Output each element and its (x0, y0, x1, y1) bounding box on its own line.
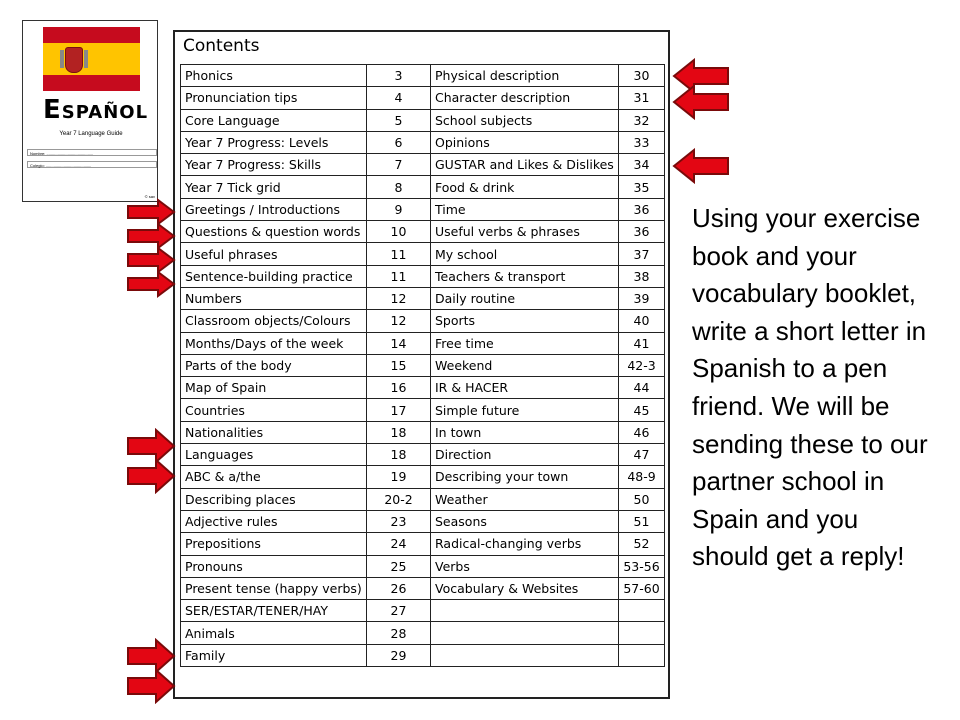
table-row (181, 466, 665, 488)
topic-cell: Verbs (431, 555, 619, 577)
page-cell: 20-2 (367, 488, 431, 510)
contents-page (173, 30, 670, 699)
table-row (181, 577, 665, 599)
page-cell: 34 (619, 154, 665, 176)
topic-cell: GUSTAR and Likes & Dislikes (431, 154, 619, 176)
topic-cell: Daily routine (431, 287, 619, 309)
topic-cell: Physical description (431, 65, 619, 87)
page-cell: 15 (367, 354, 431, 376)
table-row (181, 354, 665, 376)
page-cell: 11 (367, 265, 431, 287)
topic-cell: Prepositions (181, 533, 367, 555)
topic-cell: Character description (431, 87, 619, 109)
table-row (181, 444, 665, 466)
table-row (181, 488, 665, 510)
page-cell: 40 (619, 310, 665, 332)
table-row (181, 65, 665, 87)
page-cell: 57-60 (619, 577, 665, 599)
table-row (181, 221, 665, 243)
topic-cell: Questions & question words (181, 221, 367, 243)
page-cell: 45 (619, 399, 665, 421)
topic-cell: My school (431, 243, 619, 265)
arrow-right-icon (126, 270, 178, 298)
topic-cell: Teachers & transport (431, 265, 619, 287)
table-row (181, 510, 665, 532)
topic-cell: Countries (181, 399, 367, 421)
topic-cell: Food & drink (431, 176, 619, 198)
arrow-left-icon (672, 84, 732, 124)
table-row (181, 533, 665, 555)
page-cell: 23 (367, 510, 431, 532)
topic-cell (431, 600, 619, 622)
page-cell: 17 (367, 399, 431, 421)
page-cell: 41 (619, 332, 665, 354)
table-row (181, 154, 665, 176)
page-cell: 32 (619, 109, 665, 131)
page-cell: 39 (619, 287, 665, 309)
table-row (181, 600, 665, 622)
topic-cell: Seasons (431, 510, 619, 532)
topic-cell: Useful verbs & phrases (431, 221, 619, 243)
topic-cell: Direction (431, 444, 619, 466)
table-row (181, 332, 665, 354)
table-row (181, 265, 665, 287)
page-cell: 11 (367, 243, 431, 265)
page-cell: 31 (619, 87, 665, 109)
page-cell: 36 (619, 221, 665, 243)
page-cell: 8 (367, 176, 431, 198)
table-row (181, 377, 665, 399)
page-cell: 18 (367, 421, 431, 443)
page-cell: 37 (619, 243, 665, 265)
page-cell: 28 (367, 622, 431, 644)
page-cell: 52 (619, 533, 665, 555)
arrow-right-icon (126, 458, 178, 494)
topic-cell: Animals (181, 622, 367, 644)
topic-cell: Free time (431, 332, 619, 354)
page-cell: 36 (619, 198, 665, 220)
table-row (181, 644, 665, 666)
table-row (181, 131, 665, 153)
page-cell: 18 (367, 444, 431, 466)
topic-cell: Describing places (181, 488, 367, 510)
topic-cell: Time (431, 198, 619, 220)
page-cell: 53-56 (619, 555, 665, 577)
arrow-right-icon (126, 668, 178, 704)
table-row (181, 87, 665, 109)
page-cell: 51 (619, 510, 665, 532)
topic-cell: Year 7 Progress: Skills (181, 154, 367, 176)
page-cell: 19 (367, 466, 431, 488)
topic-cell: Simple future (431, 399, 619, 421)
table-row (181, 176, 665, 198)
page-cell: 30 (619, 65, 665, 87)
page-cell: 26 (367, 577, 431, 599)
page-cell: 50 (619, 488, 665, 510)
coat-of-arms-icon (65, 47, 83, 73)
topic-cell: In town (431, 421, 619, 443)
topic-cell: IR & HACER (431, 377, 619, 399)
page-cell: 10 (367, 221, 431, 243)
table-row (181, 399, 665, 421)
table-row (181, 555, 665, 577)
topic-cell: Weekend (431, 354, 619, 376)
instruction-text: Using your exercise book and your vocabulary booklet, write a short letter in Spanish to a pen friend. We will be sending these to our partner school in Spain and you should get a reply! (692, 203, 928, 572)
topic-cell: Numbers (181, 287, 367, 309)
page-cell: 5 (367, 109, 431, 131)
page-cell: 6 (367, 131, 431, 153)
topic-cell: Adjective rules (181, 510, 367, 532)
spain-flag-icon (43, 27, 140, 91)
contents-title: Contents (183, 36, 260, 56)
table-row (181, 622, 665, 644)
page-cell: 4 (367, 87, 431, 109)
topic-cell: Vocabulary & Websites (431, 577, 619, 599)
booklet-cover (22, 20, 158, 202)
page-cell: 27 (367, 600, 431, 622)
topic-cell: Year 7 Tick grid (181, 176, 367, 198)
page-cell: 12 (367, 310, 431, 332)
topic-cell: Sentence-building practice (181, 265, 367, 287)
topic-cell: ABC & a/the (181, 466, 367, 488)
topic-cell: School subjects (431, 109, 619, 131)
table-row (181, 421, 665, 443)
topic-cell: Nationalities (181, 421, 367, 443)
page-cell: 24 (367, 533, 431, 555)
page-cell: 33 (619, 131, 665, 153)
page-cell: 48-9 (619, 466, 665, 488)
table-row (181, 109, 665, 131)
topic-cell: Sports (431, 310, 619, 332)
topic-cell: Radical-changing verbs (431, 533, 619, 555)
topic-cell (431, 622, 619, 644)
table-row (181, 243, 665, 265)
table-row (181, 310, 665, 332)
school-field: Colegio: ......................................... (27, 161, 157, 168)
page-cell: 3 (367, 65, 431, 87)
table-row (181, 287, 665, 309)
page-cell: 42-3 (619, 354, 665, 376)
topic-cell: Classroom objects/Colours (181, 310, 367, 332)
topic-cell: Family (181, 644, 367, 666)
page-cell: 46 (619, 421, 665, 443)
contents-table (180, 64, 665, 667)
page-cell: 7 (367, 154, 431, 176)
page-cell: 25 (367, 555, 431, 577)
page-cell: 12 (367, 287, 431, 309)
page-cell (619, 622, 665, 644)
topic-cell: Phonics (181, 65, 367, 87)
page-cell: 9 (367, 198, 431, 220)
topic-cell: Languages (181, 444, 367, 466)
topic-cell: Greetings / Introductions (181, 198, 367, 220)
topic-cell: Useful phrases (181, 243, 367, 265)
topic-cell: Core Language (181, 109, 367, 131)
topic-cell: Year 7 Progress: Levels (181, 131, 367, 153)
topic-cell: Parts of the body (181, 354, 367, 376)
name-field: Nombre: .......................................... (27, 149, 157, 156)
page-cell: 47 (619, 444, 665, 466)
topic-cell: Present tense (happy verbs) (181, 577, 367, 599)
topic-cell (431, 644, 619, 666)
cover-title: ESPAÑOL (43, 95, 149, 125)
topic-cell: Pronouns (181, 555, 367, 577)
page-cell: 35 (619, 176, 665, 198)
topic-cell: Months/Days of the week (181, 332, 367, 354)
cover-subtitle: Year 7 Language Guide (59, 131, 123, 137)
page-cell (619, 644, 665, 666)
topic-cell: Opinions (431, 131, 619, 153)
topic-cell: Pronunciation tips (181, 87, 367, 109)
page-cell: 44 (619, 377, 665, 399)
page-cell: 38 (619, 265, 665, 287)
copyright-note: © sav (144, 194, 155, 199)
page-cell: 16 (367, 377, 431, 399)
arrow-left-icon (672, 148, 732, 188)
topic-cell: Describing your town (431, 466, 619, 488)
table-row (181, 198, 665, 220)
topic-cell: Map of Spain (181, 377, 367, 399)
page-cell: 14 (367, 332, 431, 354)
topic-cell: SER/ESTAR/TENER/HAY (181, 600, 367, 622)
page-cell: 29 (367, 644, 431, 666)
topic-cell: Weather (431, 488, 619, 510)
page-cell (619, 600, 665, 622)
